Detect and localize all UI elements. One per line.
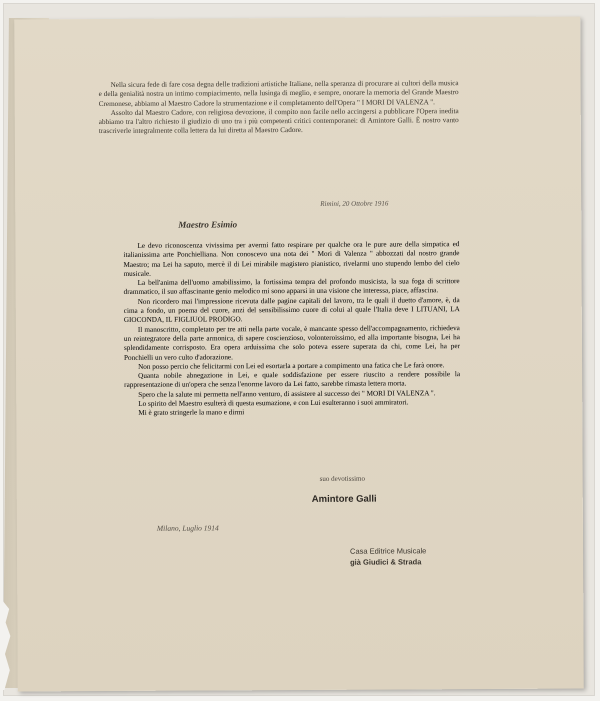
letter-paragraph: Lo spirito del Maestro esulterà di questa esumazione, e con Lui esulteranno i suoi ammiratori.: [138, 398, 409, 408]
intro-block: [99, 79, 459, 137]
letter-paragraph: Le devo riconoscenza vivissima per avermi fatto respirare per qualche ora le pure aure della simpatica ed italianissima arte Ponchielliana. Non conoscevo una nota dei " Mori di Valenza " abbozzati dal nostro grande Maestro; ma Lei ha saputo, mercè il di Lei mirabile magistero pianistico, rivelarmi uno stupendo lembo del cielo musicale.: [123, 240, 460, 278]
letter-date: Rimini, 20 Ottobre 1916: [320, 199, 389, 208]
salutation: Maestro Esimio: [178, 219, 238, 230]
letter-paragraph: Quanta nobile abnegazione in Lei, e quale soddisfazione per essere riuscito a rendere possibile la rappresentazione di un'opera che senza l'enorme lavoro da Lei fatto, sarebbe rimasta lettera morta.: [124, 370, 461, 390]
publisher-block: [350, 545, 426, 567]
letter-body: [123, 240, 460, 418]
letter-paragraph: Spero che la salute mi permetta nell'anno venturo, di assistere al successo dei " MORI DI VALENZA ".: [138, 389, 436, 399]
intro-paragraph: Nella sicura fede di fare cosa degna delle tradizioni artistiche Italiane, nella speranza di procurare ai cultori della musica e della genialità nostra un intimo compiacimento, nella lusinga di meglio, e sempre, onorare la memoria del Grande Maestro Cremonese, abbiamo al Maestro Cadore la strumentazione e il completamento dell'Opera " I MORI DI VALENZA ".: [98, 79, 459, 108]
letter-paragraph: Mi è grato stringerle la mano e dirmi: [138, 408, 245, 418]
place-date: Milano, Luglio 1914: [156, 523, 219, 533]
publisher-line: Casa Editrice Musicale: [350, 546, 427, 556]
document-page: [14, 17, 584, 692]
letter-paragraph: La bell'anima dell'uomo amabilissimo, la fortissima tempra del profondo musicista, la sua foga di scrittore drammatico, il suo affascinante genio melodico mi sono apparsi in una visione che interessa, piace, affascina.: [123, 277, 460, 297]
intro-paragraph: Assolto dal Maestro Cadore, con religiosa devozione, il compito non facile nello accingersi a pubblicare l'Opera inedita abbiamo tra l'altro richiesto il giudizio di uno tra i più competenti critici contemporanei: di Amintore Galli. È nostro vanto trascriverle integralmente colla lettera da lui diretta al Maestro Cadore.: [98, 107, 459, 136]
closing-phrase: suo devotissimo: [319, 474, 365, 483]
letter-paragraph: Non posso percio che felicitarmi con Lei ed esortarla a portare a compimento una fatica che Le farà onore.: [138, 361, 445, 371]
publisher-name: già Giudici & Strada: [350, 557, 422, 567]
letter-paragraph: Il manoscritto, completato per tre atti nella parte vocale, è mancante spesso dell'accompagnamento, richiedeva un reintegratore della parte armonica, di sapere coscienzioso, volonteroissimo, ed alla importante bisogna, Lei ha splendidamente corrisposto. Era opera arduissima che solo poteva essere superata da chi, come Lei, ha per Ponchielli un vero culto d'adorazione.: [123, 323, 460, 362]
signature-name: Amintore Galli: [311, 493, 377, 505]
letter-paragraph: Non ricordero mai l'impressione ricevuta dalle pagine capitali del lavoro, tra le quali il duetto d'amore, è, da cima a fondo, un poema del cuore, anzi del sensibilissimo cuore di colui al quale l'Italia deve I LITUANI, LA GIOCONDA, IL FIGLIUOL PRODIGO.: [123, 295, 460, 325]
